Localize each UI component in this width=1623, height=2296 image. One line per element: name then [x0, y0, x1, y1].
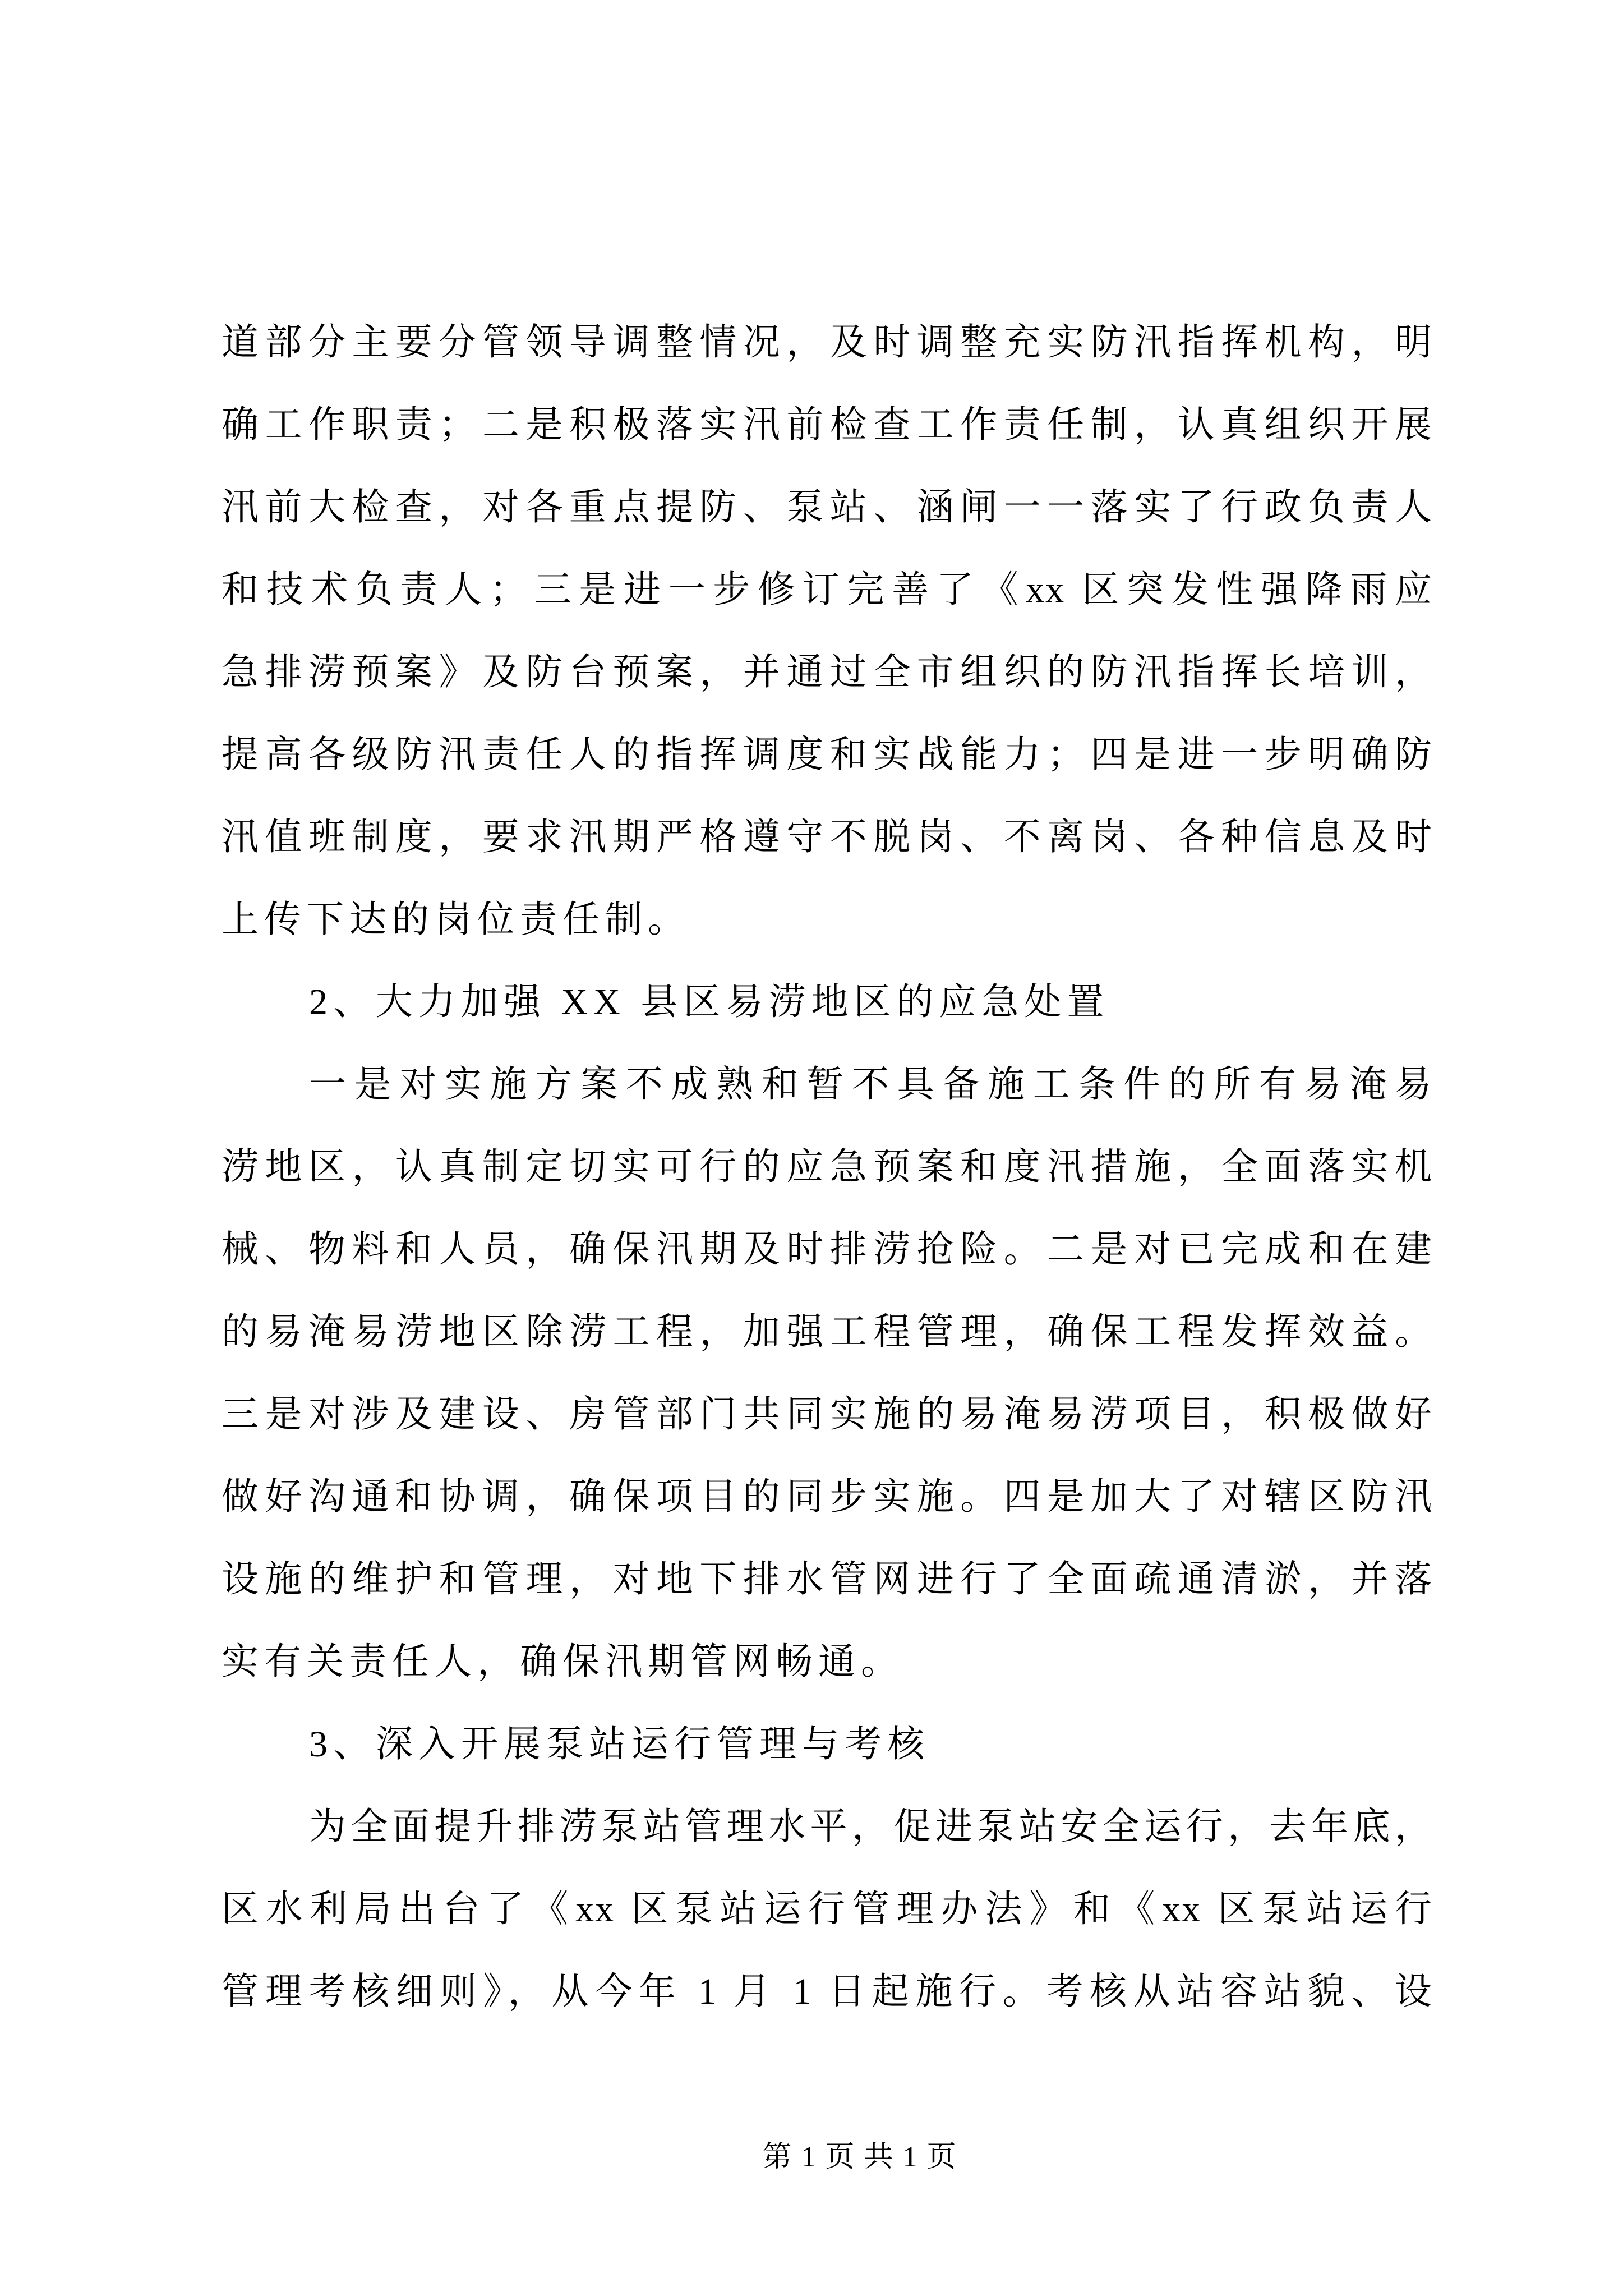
section-heading: 3、深入开展泵站运行管理与考核 — [309, 1724, 930, 1765]
body-line: 一是对实施方案不成熟和暂不具备施工条件的所有易淹易 — [309, 1064, 1433, 1105]
body-line: 区水利局出台了《xx 区泵站运行管理办法》和《xx 区泵站运行 — [222, 1889, 1433, 1930]
body-line: 道部分主要分管领导调整情况，及时调整充实防汛指挥机构，明 — [222, 322, 1433, 363]
body-line: 和技术负责人；三是进一步修订完善了《xx 区突发性强降雨应 — [222, 569, 1433, 610]
body-line: 汛值班制度，要求汛期严格遵守不脱岗、不离岗、各种信息及时 — [222, 817, 1433, 858]
body-line: 实有关责任人，确保汛期管网畅通。 — [222, 1641, 903, 1682]
body-line: 汛前大检查，对各重点提防、泵站、涵闸一一落实了行政负责人 — [222, 487, 1433, 528]
body-line: 械、物料和人员，确保汛期及时排涝抢险。二是对已完成和在建 — [222, 1229, 1433, 1270]
document-body — [222, 301, 1433, 2033]
body-line: 设施的维护和管理，对地下排水管网进行了全面疏通清淤，并落 — [222, 1559, 1433, 1600]
section-paragraph — [222, 1786, 1433, 2033]
body-line: 提高各级防汛责任人的指挥调度和实战能力；四是进一步明确防 — [222, 734, 1433, 775]
body-line: 的易淹易涝地区除涝工程，加强工程管理，确保工程发挥效益。 — [222, 1312, 1433, 1352]
body-line: 做好沟通和协调，确保项目的同步实施。四是加大了对辖区防汛 — [222, 1476, 1433, 1517]
body-line: 确工作职责；二是积极落实汛前检查工作责任制，认真组织开展 — [222, 404, 1433, 445]
intro-paragraph — [222, 301, 1433, 961]
body-line: 管理考核细则》，从今年 1 月 1 日起施行。考核从站容站貌、设 — [222, 1971, 1433, 2012]
body-line: 为全面提升排涝泵站管理水平，促进泵站安全运行，去年底， — [309, 1806, 1433, 1847]
section-heading: 2、大力加强 XX 县区易涝地区的应急处置 — [309, 982, 1110, 1023]
body-line: 上传下达的岗位责任制。 — [222, 899, 690, 940]
body-line: 急排涝预案》及防台预案，并通过全市组织的防汛指挥长培训， — [222, 652, 1433, 693]
page-footer: 第 1 页 共 1 页 — [762, 2141, 957, 2173]
section-emergency-response — [222, 961, 1433, 1703]
section-paragraph — [222, 1043, 1433, 1703]
body-line: 涝地区，认真制定切实可行的应急预案和度汛措施，全面落实机 — [222, 1147, 1433, 1188]
body-line: 三是对涉及建设、房管部门共同实施的易淹易涝项目，积极做好 — [222, 1394, 1433, 1435]
section-pump-station-management — [222, 1703, 1433, 2033]
